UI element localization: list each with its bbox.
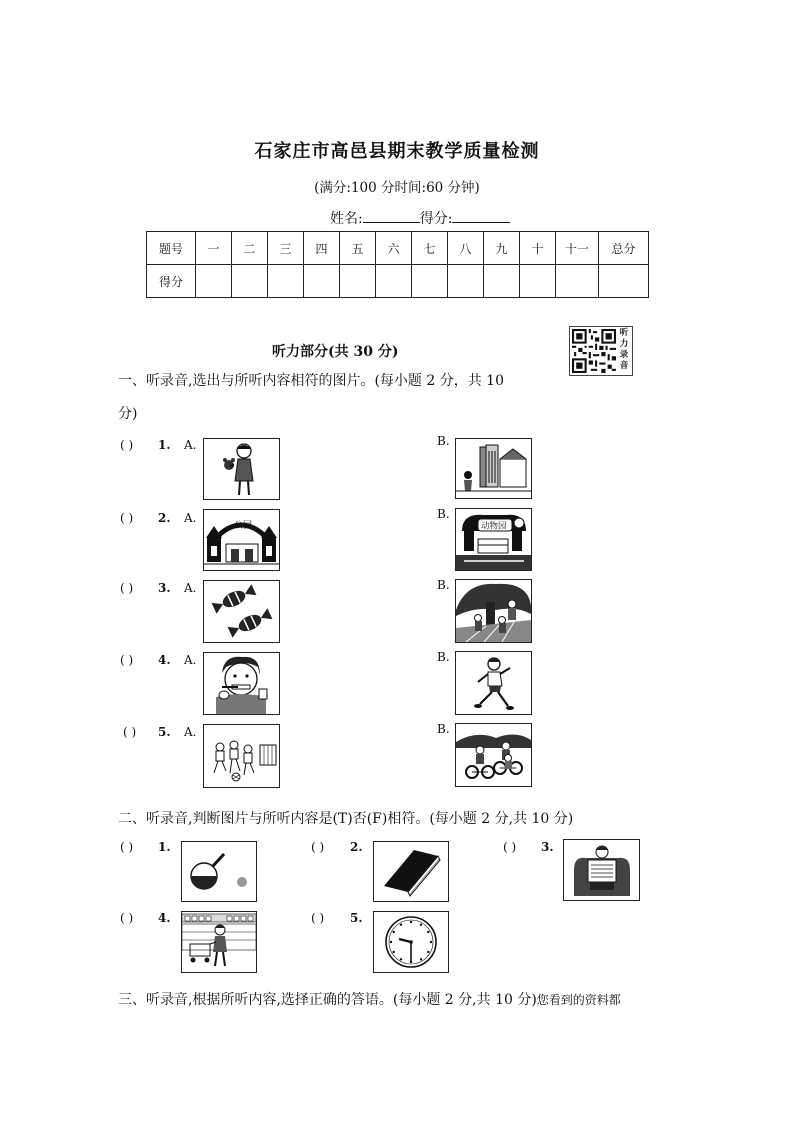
answer-paren[interactable]: ( )	[120, 911, 134, 925]
score-cell[interactable]	[556, 265, 599, 298]
question-number: 2.	[350, 840, 363, 854]
name-score-row	[330, 208, 510, 228]
answer-paren[interactable]: ( )	[311, 840, 325, 854]
girl-shopping-cart-icon[interactable]	[181, 911, 257, 973]
question-number: 1.	[158, 840, 171, 854]
score-table-score-row	[147, 265, 649, 298]
ping-pong-paddle-icon[interactable]	[181, 841, 257, 902]
girl-holding-teddy-icon[interactable]	[203, 438, 280, 500]
question-number: 4.	[158, 653, 171, 667]
score-table-header: 四	[304, 232, 340, 265]
score-cell[interactable]	[484, 265, 520, 298]
score-table-row-label: 得分	[147, 265, 196, 298]
option-b-label: B.	[437, 650, 450, 664]
question-number: 1.	[158, 438, 171, 452]
score-table-header: 六	[376, 232, 412, 265]
answer-paren[interactable]: ( )	[123, 725, 137, 739]
question-number: 4.	[158, 911, 171, 925]
exam-info: (满分:100 分时间:60 分钟)	[314, 180, 480, 196]
score-table-header: 十一	[556, 232, 599, 265]
score-table-header: 八	[448, 232, 484, 265]
option-b-label: B.	[437, 434, 450, 448]
option-b-label: B.	[437, 507, 450, 521]
score-table-header: 题号	[147, 232, 196, 265]
qr-label	[618, 328, 630, 372]
score-table-header: 一	[196, 232, 232, 265]
answer-paren[interactable]: ( )	[120, 653, 134, 667]
score-cell[interactable]	[448, 265, 484, 298]
score-table-header: 五	[340, 232, 376, 265]
score-table-header: 二	[232, 232, 268, 265]
question-number: 5.	[350, 911, 363, 925]
score-table	[146, 231, 649, 298]
score-label: 得分:	[419, 211, 453, 227]
score-blank[interactable]	[452, 208, 510, 223]
zoo-gate-icon[interactable]	[455, 508, 532, 571]
candy-icon[interactable]	[203, 580, 280, 643]
park-gate-icon[interactable]	[203, 509, 280, 571]
score-cell[interactable]	[376, 265, 412, 298]
man-reading-newspaper-icon[interactable]	[563, 839, 640, 901]
answer-paren[interactable]: ( )	[120, 438, 134, 452]
answer-paren[interactable]: ( )	[120, 511, 134, 525]
score-table-header: 七	[412, 232, 448, 265]
option-a-label: A.	[184, 581, 197, 595]
name-label: 姓名:	[330, 211, 363, 227]
school-gate-icon[interactable]	[455, 438, 532, 499]
question-number: 3.	[541, 840, 554, 854]
score-cell[interactable]	[599, 265, 649, 298]
option-a-label: A.	[184, 438, 197, 452]
answer-paren[interactable]: ( )	[120, 840, 134, 854]
score-cell[interactable]	[340, 265, 376, 298]
score-table-header: 总分	[599, 232, 649, 265]
answer-paren[interactable]: ( )	[311, 911, 325, 925]
score-cell[interactable]	[196, 265, 232, 298]
score-table-header: 三	[268, 232, 304, 265]
score-cell[interactable]	[232, 265, 268, 298]
answer-paren[interactable]: ( )	[120, 581, 134, 595]
boy-brushing-teeth-icon[interactable]	[203, 652, 280, 715]
qr-code-box[interactable]	[569, 326, 633, 376]
section2-heading: 二、听录音,判断图片与所听内容是(T)否(F)相符。(每小题 2 分,共 10 分)	[118, 811, 574, 827]
kids-riding-bikes-icon[interactable]	[455, 723, 532, 787]
score-table-header: 九	[484, 232, 520, 265]
section1-heading: 一、听录音,选出与所听内容相符的图片。(每小题 2 分，共 10	[118, 373, 504, 389]
score-cell[interactable]	[268, 265, 304, 298]
qr-label-char: 录	[619, 350, 629, 360]
section1-heading-cont: 分)	[118, 406, 138, 422]
children-under-tree-icon[interactable]	[455, 579, 532, 643]
option-a-label: A.	[184, 725, 197, 739]
qr-label-char: 音	[619, 361, 629, 371]
name-blank[interactable]	[363, 208, 420, 223]
question-number: 3.	[158, 581, 171, 595]
question-number: 2.	[158, 511, 171, 525]
section3-heading-text: 三、听录音,根据所听内容,选择正确的答语。(每小题 2 分,共 10 分)	[118, 992, 537, 1008]
option-a-label: A.	[184, 653, 197, 667]
section3-heading	[118, 989, 621, 1009]
kids-playing-football-icon[interactable]	[203, 724, 280, 788]
qr-code-icon	[572, 329, 616, 373]
park-sign-text: 公园	[234, 521, 253, 531]
question-number: 5.	[158, 725, 171, 739]
clock-icon[interactable]	[373, 911, 449, 973]
book-icon[interactable]	[373, 841, 449, 902]
qr-label-char: 力	[619, 339, 629, 349]
page-title: 石家庄市高邑县期末教学质量检测	[254, 141, 540, 162]
option-a-label: A.	[184, 511, 197, 525]
answer-paren[interactable]: ( )	[503, 840, 517, 854]
score-cell[interactable]	[412, 265, 448, 298]
option-b-label: B.	[437, 578, 450, 592]
score-table-header: 十	[520, 232, 556, 265]
boy-running-icon[interactable]	[455, 651, 532, 715]
option-b-label: B.	[437, 722, 450, 736]
listening-heading: 听力部分(共 30 分)	[272, 344, 399, 360]
score-cell[interactable]	[520, 265, 556, 298]
score-table-header-row	[147, 232, 649, 265]
zoo-sign-text: 动物园	[481, 521, 507, 532]
qr-label-char: 听	[619, 328, 629, 338]
score-cell[interactable]	[304, 265, 340, 298]
section3-trailing-text: 您看到的资料都	[536, 993, 621, 1007]
